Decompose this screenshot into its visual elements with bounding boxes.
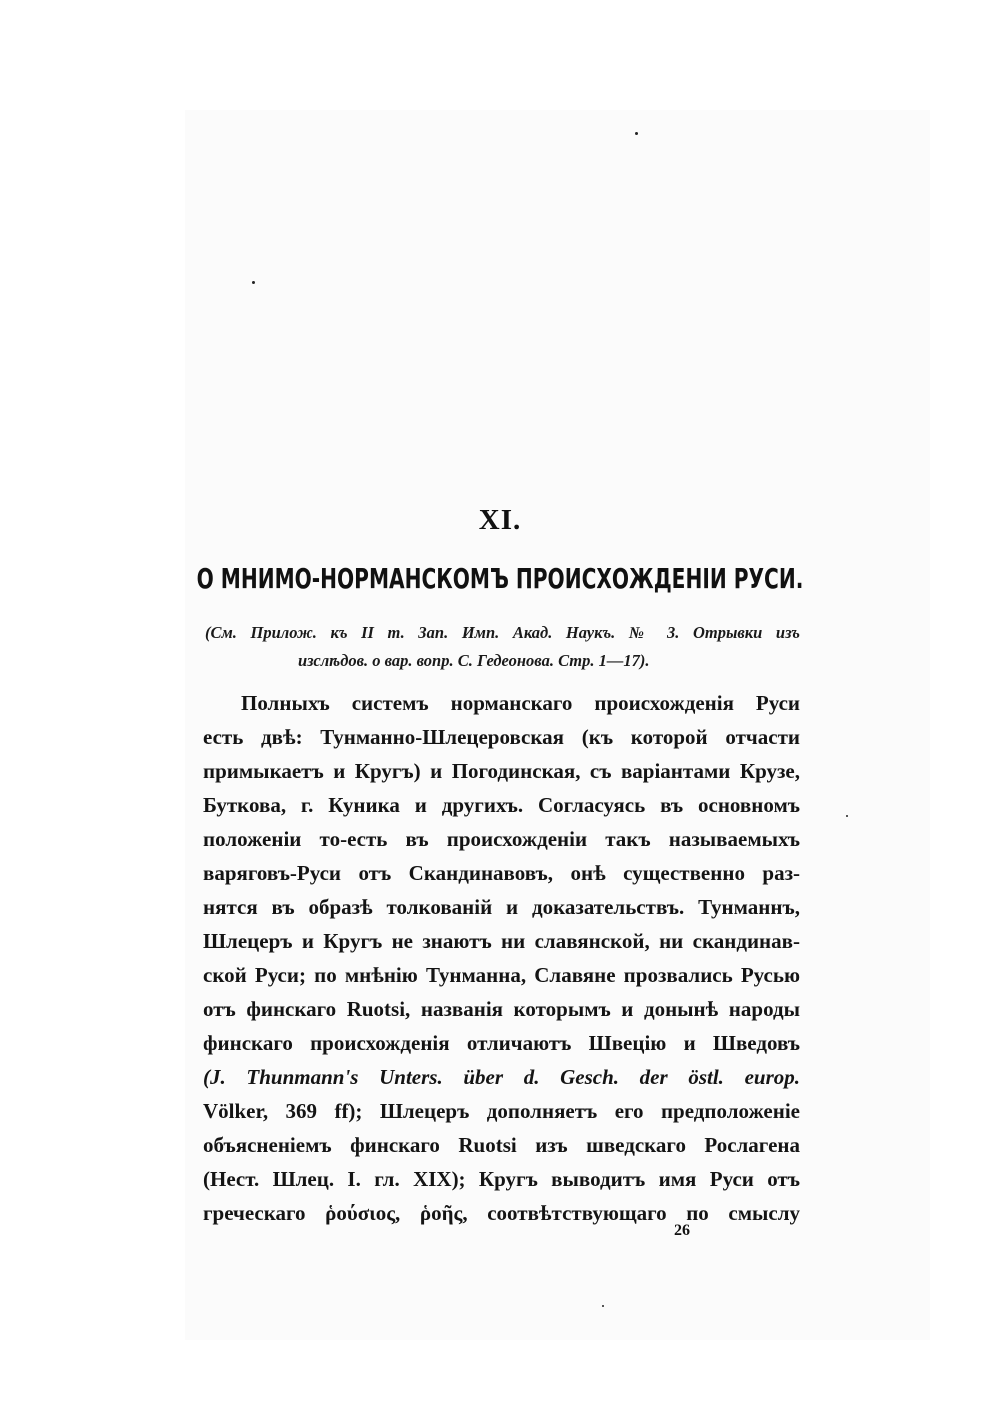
paragraph-line: нятся въ образѣ толкованій и доказательствъ. Тунманнъ, [203, 895, 800, 919]
paragraph-line: (Нест. Шлец. I. гл. XIX); Кругъ выводитъ имя Руси отъ [203, 1167, 800, 1191]
paragraph-line: ской Руси; по мнѣнію Тунманна, Славяне прозвались Русью [203, 963, 800, 987]
print-speck [252, 281, 255, 284]
print-speck [635, 132, 638, 135]
chapter-title: О МНИМО-НОРМАНСКОМЪ ПРОИСХОЖДЕНІИ РУСИ. [196, 562, 804, 595]
citation-line: (См. Прилож. къ II т. Зап. Имп. Акад. Наукъ. № 3. Отрывки изъ [205, 623, 800, 642]
paragraph-line: Völker, 369 ff); Шлецеръ дополняетъ его предположеніе [203, 1099, 800, 1123]
paragraph-line: Буткова, г. Куника и другихъ. Согласуясь въ основномъ [203, 793, 800, 817]
paragraph-line: варяговъ-Руси отъ Скандинавовъ, онѣ существенно раз- [203, 861, 800, 885]
page-number: 26 [674, 1222, 690, 1239]
paragraph-line: финскаго происхожденія отличаютъ Швецію и Шведовъ [203, 1031, 800, 1055]
paragraph-line: (J. Thunmann's Unters. über d. Gesch. der östl. europ. [203, 1065, 800, 1089]
paragraph-line: греческаго ῥούσιος, ῥοῆς, соотвѣтствующаго по смыслу [203, 1201, 800, 1225]
chapter-number: XI. [478, 504, 522, 536]
print-speck [846, 815, 848, 817]
paragraph-line: отъ финскаго Ruotsi, названія которымъ и донынѣ народы [203, 997, 800, 1021]
paragraph-line: объясненіемъ финскаго Ruotsi изъ шведскаго Рослагена [203, 1133, 800, 1157]
paragraph-line: Шлецеръ и Кругъ не знаютъ ни славянской, ни скандинав- [203, 929, 800, 953]
paragraph-line: примыкаетъ и Кругъ) и Погодинская, съ варіантами Крузе, [203, 759, 800, 783]
paragraph-line: есть двѣ: Тунманно-Шлецеровская (къ которой отчасти [203, 725, 800, 749]
paragraph-line: Полныхъ системъ норманскаго происхожденія Руси [241, 691, 800, 715]
citation-line: изслѣдов. о вар. вопр. С. Гедеонова. Стр. 1—17). [298, 651, 650, 670]
paragraph-line: положеніи то-есть въ происхожденіи такъ называемыхъ [203, 827, 800, 851]
citation [205, 619, 800, 675]
body-text [203, 686, 800, 1230]
print-speck [602, 1305, 604, 1307]
